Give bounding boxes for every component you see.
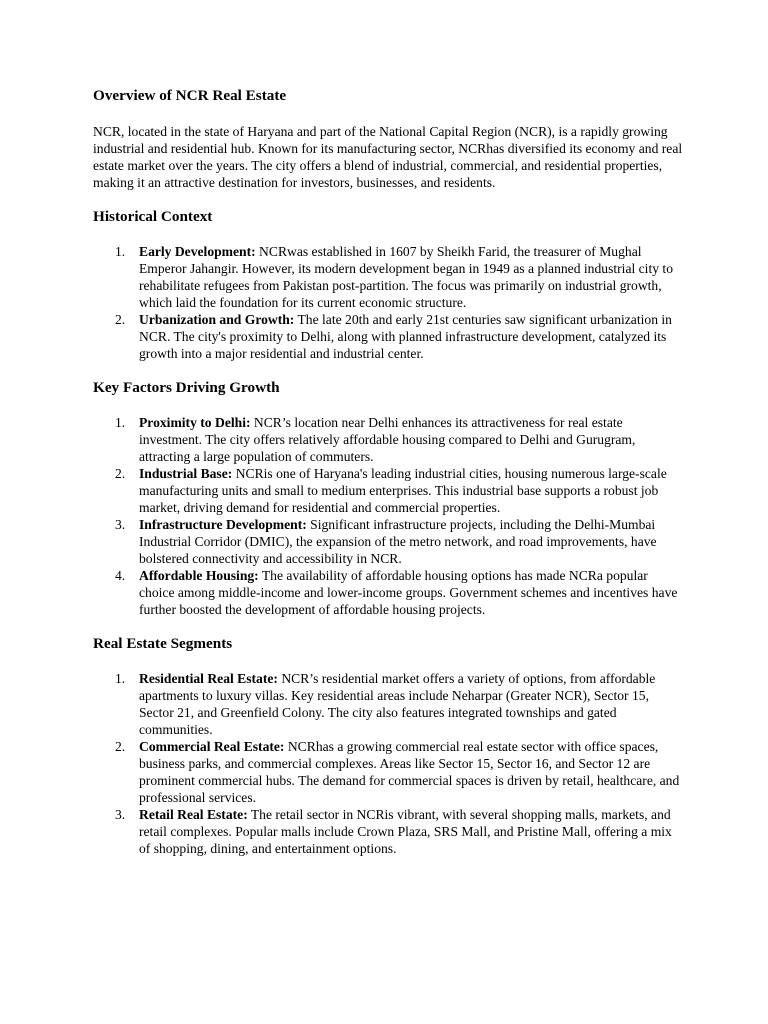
list-item-number: 2. — [115, 312, 126, 327]
list-item-text: The availability of affordable housing options has made NCRa popular choice among middle-income and lower-income groups. Government schemes and incentives have further boosted the development of affordable housing projects. — [139, 568, 678, 617]
list-item-title: Infrastructure Development: — [139, 517, 307, 532]
list-item — [93, 806, 683, 857]
list-item-title: Industrial Base: — [139, 466, 233, 481]
list-item-text: NCRhas a growing commercial real estate sector with office spaces, business parks, and commercial complexes. Areas like Sector 15, Sector 16, and Sector 12 are prominent commercial hubs. The demand for commercial spaces is driven by retail, healthcare, and professional services. — [139, 739, 680, 805]
list-item-number: 1. — [115, 671, 126, 686]
list-item-number: 1. — [115, 415, 126, 430]
list-item-text: The retail sector in NCRis vibrant, with several shopping malls, markets, and retail complexes. Popular malls include Crown Plaza, SRS Mall, and Pristine Mall, offering a mix of shopping, dining, and entertainment options. — [139, 807, 672, 856]
list-item — [93, 243, 683, 311]
heading-key-factors: Key Factors Driving Growth — [93, 379, 280, 396]
list-item — [93, 738, 683, 806]
heading-real-estate-segments: Real Estate Segments — [93, 635, 233, 652]
list-real-estate-segments — [93, 670, 683, 857]
list-item-number: 2. — [115, 466, 126, 481]
list-item-text: Significant infrastructure projects, including the Delhi-Mumbai Industrial Corridor (DMIC), the expansion of the metro network, and road improvements, have bolstered connectivity and accessibility in NCR. — [139, 517, 657, 566]
list-item-title: Urbanization and Growth: — [139, 312, 295, 327]
list-item-number: 2. — [115, 739, 126, 754]
list-item-title: Retail Real Estate: — [139, 807, 248, 822]
list-item-title: Proximity to Delhi: — [139, 415, 251, 430]
list-item — [93, 567, 683, 618]
list-item-text: The late 20th and early 21st centuries saw significant urbanization in NCR. The city's proximity to Delhi, along with planned infrastructure development, catalyzed its growth into a major residential and industrial center. — [139, 312, 672, 361]
list-item-text: NCR’s residential market offers a variety of options, from affordable apartments to luxury villas. Key residential areas include Neharpar (Greater NCR), Sector 15, Sector 21, and Greenfield Colony. The city also features integrated townships and gated communities. — [139, 671, 656, 737]
list-key-factors — [93, 414, 683, 618]
list-item-title: Commercial Real Estate: — [139, 739, 285, 754]
list-item — [93, 516, 683, 567]
document-page — [93, 86, 683, 857]
heading-historical-context: Historical Context — [93, 208, 213, 225]
list-item-text: NCR’s location near Delhi enhances its attractiveness for real estate investment. The city offers relatively affordable housing compared to Delhi and Gurugram, attracting a large population of commuters. — [139, 415, 636, 464]
list-item-number: 1. — [115, 244, 126, 259]
list-item-title: Residential Real Estate: — [139, 671, 278, 686]
list-item-title: Early Development: — [139, 244, 256, 259]
heading-overview: Overview of NCR Real Estate — [93, 87, 287, 104]
list-item-number: 3. — [115, 807, 126, 822]
list-item — [93, 311, 683, 362]
list-item-title: Affordable Housing: — [139, 568, 259, 583]
list-item-number: 4. — [115, 568, 126, 583]
list-item-number: 3. — [115, 517, 126, 532]
paragraph-overview: NCR, located in the state of Haryana and part of the National Capital Region (NCR), is a rapidly growing industrial and residential hub. Known for its manufacturing sector, NCRhas diversified its economy and real estate market over the years. The city offers a blend of industrial, commercial, and residential properties, making it an attractive destination for investors, businesses, and residents. — [93, 124, 683, 190]
list-item — [93, 670, 683, 738]
list-item — [93, 465, 683, 516]
list-item-text: NCRis one of Haryana's leading industrial cities, housing numerous large-scale manufacturing units and small to medium enterprises. This industrial base supports a robust job market, driving demand for residential and commercial properties. — [139, 466, 667, 515]
list-historical-context — [93, 243, 683, 362]
list-item — [93, 414, 683, 465]
list-item-text: NCRwas established in 1607 by Sheikh Farid, the treasurer of Mughal Emperor Jahangir. However, its modern development began in 1949 as a planned industrial city to rehabilitate refugees from Pakistan post-partition. The focus was primarily on industrial growth, which laid the foundation for its current economic structure. — [139, 244, 674, 310]
